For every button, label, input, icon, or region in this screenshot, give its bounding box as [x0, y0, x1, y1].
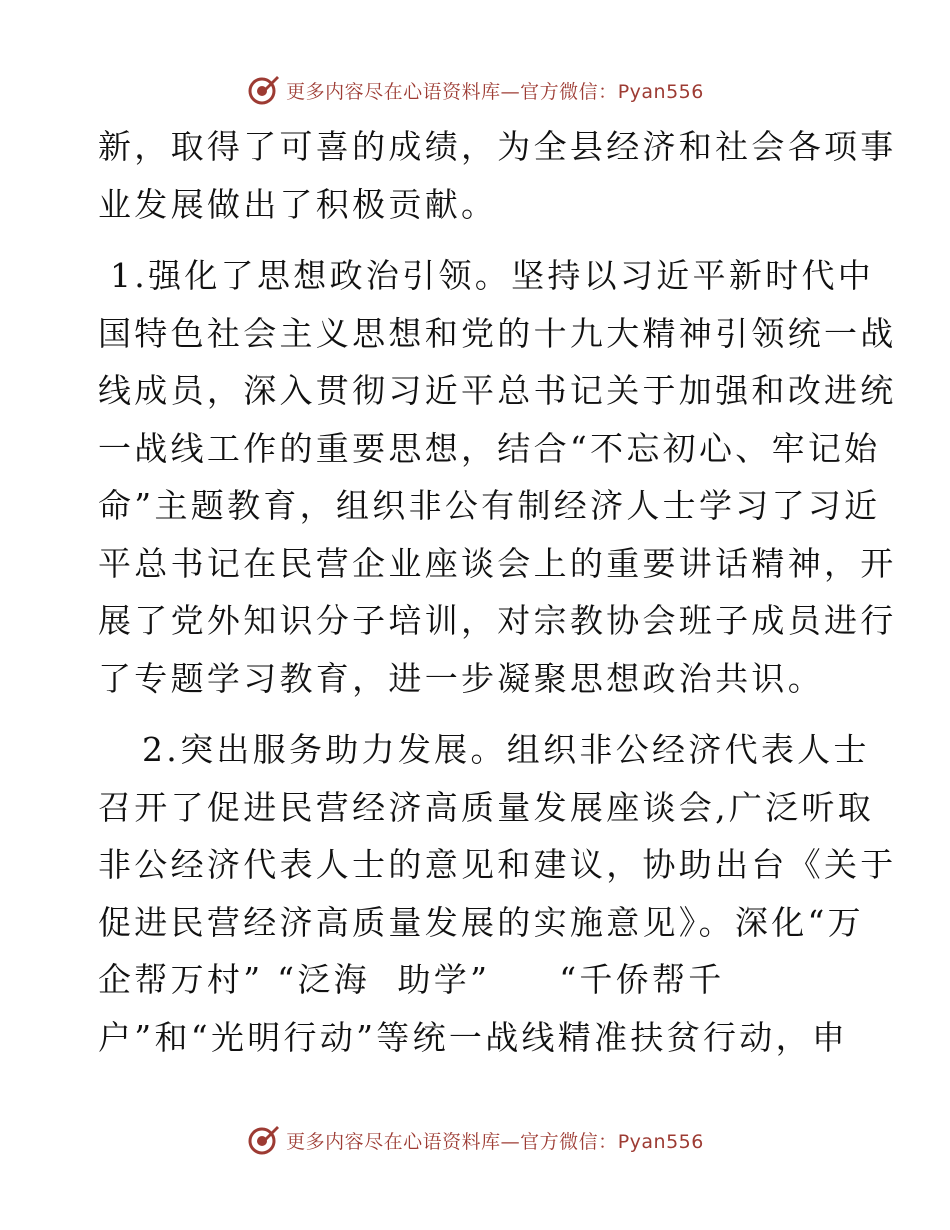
- watermark-official: 官方微信：: [520, 80, 618, 103]
- text-line: 业发展做出了积极贡献。: [98, 184, 498, 224]
- paragraph-2: [98, 721, 897, 1066]
- watermark-text: [286, 1127, 704, 1154]
- watermark-official: 官方微信：: [520, 1130, 618, 1153]
- watermark-footer: [0, 1120, 950, 1160]
- text-line: 线成员，深入贯彻习近平总书记关于加强和改进统: [98, 371, 897, 410]
- watermark-main: 更多内容尽在心语资料库: [286, 80, 501, 103]
- text-line: 召开了促进民营经济高质量发展座谈会,广泛听取: [98, 787, 875, 827]
- text-line: 展了党外知识分子培训，对宗教协会班子成员进行: [98, 601, 897, 640]
- text-line: 非公经济代表人士的意见和建议，协助出台《关于: [98, 845, 897, 884]
- text-line: 新，取得了可喜的成绩，为全县经济和社会各项事: [98, 127, 897, 166]
- pen-quill-logo-icon: [246, 73, 280, 107]
- text-line: 命”主题教育，组织非公有制经济人士学习了习近: [98, 486, 881, 525]
- text-line: 1.强化了思想政治引领。坚持以习近平新时代中: [110, 256, 875, 295]
- text-line: 2.突出服务助力发展。组织非公经济代表人士: [142, 730, 870, 769]
- paragraph-1: [98, 247, 897, 707]
- text-line: 企帮万村” “泛海 助学” “千侨帮千: [98, 960, 725, 999]
- text-line: 平总书记在民营企业座谈会上的重要讲话精神，开: [98, 543, 897, 583]
- watermark-dash: —: [500, 1130, 521, 1153]
- pen-quill-logo-icon: [246, 1123, 280, 1157]
- text-line: 了专题学习教育，进一步凝聚思想政治共识。: [98, 658, 824, 698]
- text-line: 一战线工作的重要思想，结合“不忘初心、牢记始: [98, 428, 881, 468]
- watermark-dash: —: [500, 80, 521, 103]
- text-line: 户”和“光明行动”等统一战线精准扶贫行动，申: [98, 1017, 849, 1057]
- document-body: [98, 118, 897, 1066]
- watermark-text: [286, 77, 704, 104]
- paragraph-intro: [98, 118, 897, 233]
- watermark-main: 更多内容尽在心语资料库: [286, 1130, 501, 1153]
- text-line: 促进民营经济高质量发展的实施意见》。深化“万: [98, 902, 864, 942]
- wechat-id: Pyan556: [617, 80, 704, 103]
- watermark-header: [0, 70, 950, 110]
- text-line: 国特色社会主义思想和党的十九大精神引领统一战: [98, 313, 897, 353]
- wechat-id: Pyan556: [617, 1130, 704, 1153]
